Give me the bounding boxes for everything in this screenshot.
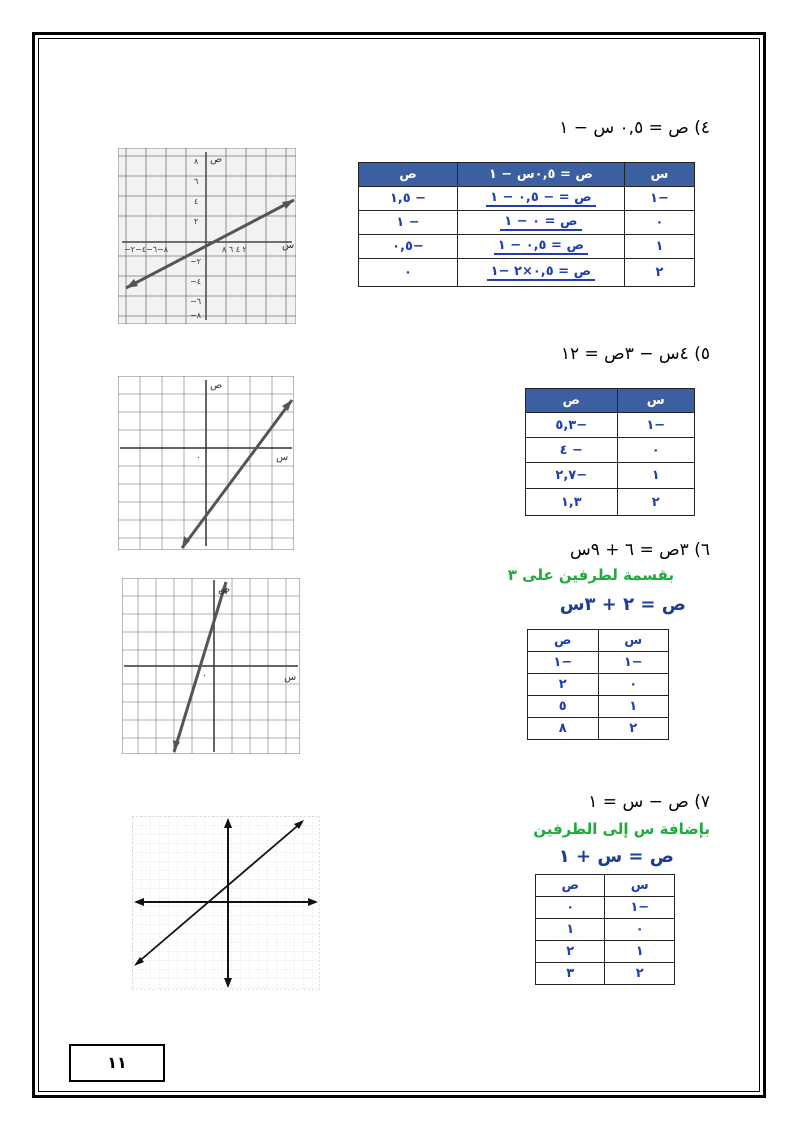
ex5-heading: ٥) ٤س − ٣ص = ١٢ (560, 344, 710, 364)
ex4-header-formula: ص = ٠,٥س − ١ (457, 163, 624, 187)
table-cell: ٢ (617, 489, 695, 516)
ex6-x-label: س (284, 672, 297, 683)
ex4-x-ticks-pos: ٢ ٤ ٦ ٨ (222, 245, 247, 254)
ex7-graph (132, 816, 320, 990)
ex5-header-y: ص (526, 389, 618, 413)
table-cell: ص = − ٠,٥ − ١ (457, 187, 624, 211)
table-cell: ٢ (605, 963, 675, 985)
table-cell: ص = ٠ − ١ (457, 211, 624, 235)
table-cell: − ٤ (526, 438, 618, 463)
ex6-table (527, 629, 669, 740)
ex6-y-label: ص (218, 584, 231, 595)
ex4-x-label: س (282, 240, 295, 251)
table-cell: ٢ (598, 718, 669, 740)
ex4-origin: ٠ (198, 245, 203, 254)
ex4-y-tick: −٨ (190, 311, 201, 320)
ex4-header-x: س (624, 163, 694, 187)
ex7-heading: ٧) ص − س = ١ (588, 792, 710, 812)
ex6-header-x: س (598, 630, 669, 652)
table-cell: ٨ (528, 718, 599, 740)
table-cell: −١ (598, 652, 669, 674)
ex5-graph (118, 376, 294, 550)
ex4-table (358, 162, 695, 287)
table-cell: − ١ (359, 211, 458, 235)
ex7-header-y: ص (536, 875, 605, 897)
ex4-y-tick: ٦ (194, 177, 199, 186)
table-cell: ٣ (536, 963, 605, 985)
ex5-table (525, 388, 695, 516)
table-cell: ٠ (605, 919, 675, 941)
table-cell: −٥,٣ (526, 413, 618, 438)
ex6-result: ص = ٢ + ٣س (559, 594, 686, 615)
ex4-y-tick: −٤ (190, 277, 201, 286)
table-cell: ٠ (598, 674, 669, 696)
table-cell: ١ (598, 696, 669, 718)
table-cell: ١ (605, 941, 675, 963)
table-cell: ١ (624, 235, 694, 259)
ex4-y-tick: ٤ (194, 197, 199, 206)
ex4-y-tick: −٢ (190, 257, 201, 266)
ex5-x-label: س (276, 452, 289, 463)
table-cell: ٢ (624, 259, 694, 287)
table-cell: ٠ (536, 897, 605, 919)
ex7-table (535, 874, 675, 985)
ex6-origin: ٠ (202, 671, 207, 681)
table-cell: ص = ٠,٥ − ١ (457, 235, 624, 259)
table-cell: −١ (605, 897, 675, 919)
ex4-y-label: ص (210, 154, 223, 165)
table-cell: ١,٣ (526, 489, 618, 516)
table-cell: −٢,٧ (526, 463, 618, 489)
ex4-header-y: ص (359, 163, 458, 187)
table-cell: ٢ (528, 674, 599, 696)
table-cell: ٢ (536, 941, 605, 963)
table-cell: ١ (536, 919, 605, 941)
table-cell: −١ (624, 187, 694, 211)
ex4-y-tick: ٢ (194, 217, 199, 226)
table-cell: − ١,٥ (359, 187, 458, 211)
table-cell: −٠,٥ (359, 235, 458, 259)
ex4-y-tick: ٨ (194, 157, 199, 166)
table-cell: ١ (617, 463, 695, 489)
ex4-x-ticks-neg: −٨−٦−٤−٢ (124, 245, 168, 254)
table-cell: ص = ٠,٥×٢ −١ (457, 259, 624, 287)
ex7-header-x: س (605, 875, 675, 897)
ex5-y-label: ص (210, 380, 223, 391)
ex4-y-tick: −٦ (190, 297, 201, 306)
ex7-result: ص = س + ١ (558, 846, 674, 867)
table-cell: −١ (528, 652, 599, 674)
ex6-note: بقسمة لطرفين على ٣ (507, 566, 674, 584)
table-cell: −١ (617, 413, 695, 438)
ex7-note: بإضافة س إلى الطرفين (533, 820, 710, 838)
ex6-heading: ٦) ٣ص = ٦ + ٩س (569, 540, 710, 560)
ex5-header-x: س (617, 389, 695, 413)
table-cell: ٠ (624, 211, 694, 235)
ex4-graph (118, 148, 296, 324)
page-number: ١١ (69, 1044, 165, 1082)
ex5-origin: ٠ (196, 453, 201, 463)
ex4-heading: ٤) ص = ٠,٥ س − ١ (559, 118, 710, 138)
table-cell: ٥ (528, 696, 599, 718)
table-cell: ٠ (617, 438, 695, 463)
table-cell: ٠ (359, 259, 458, 287)
ex6-header-y: ص (528, 630, 599, 652)
ex6-graph (122, 578, 300, 754)
